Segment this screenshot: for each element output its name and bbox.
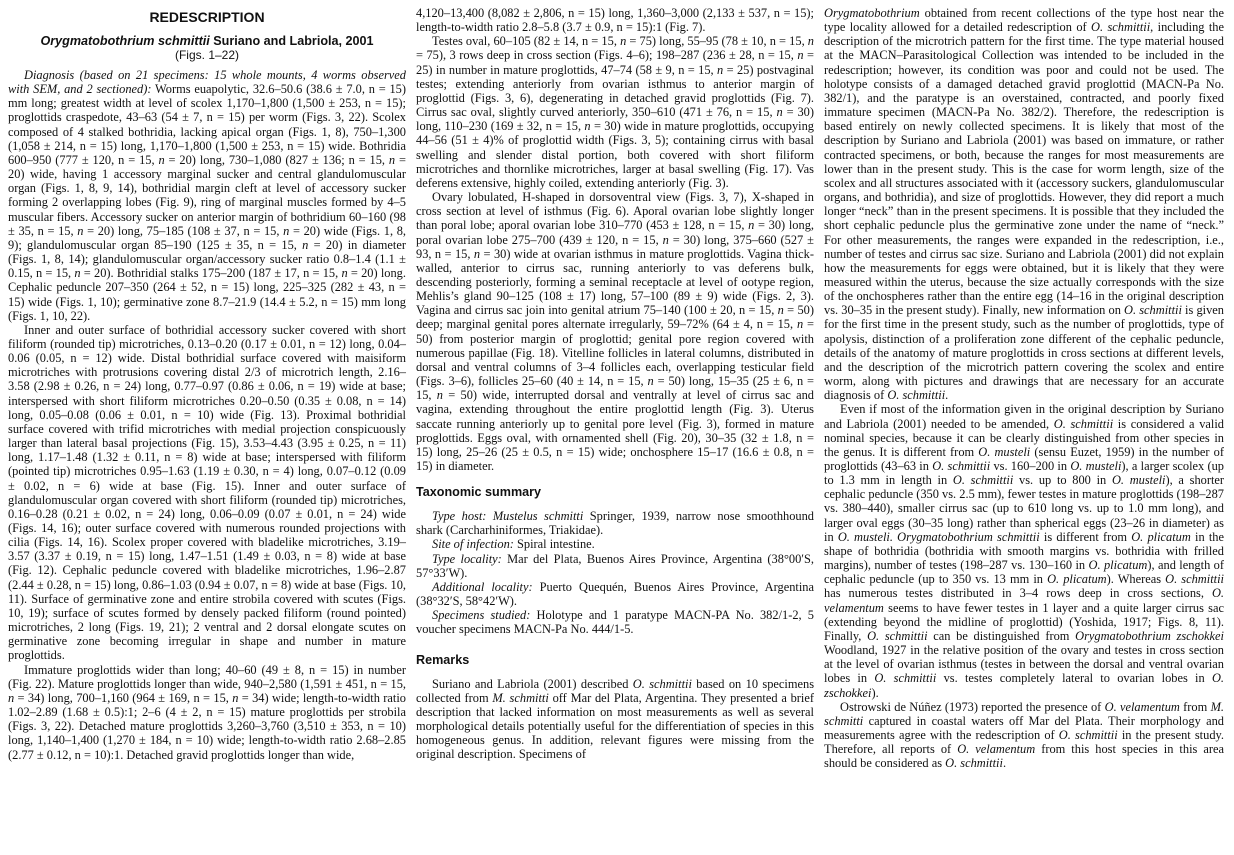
redescription-paragraphs-continued (416, 6, 814, 473)
text-run: obtained from recent collections of the type host near the type locality allowed for a detailed redescription of (824, 6, 1224, 35)
text-run: = 30) wide in mature proglottids, occupying 44–56 (51 ± 4)% of proglottid width (Figs. 3, 5); containing cirrus with basal swelling and slender distal portion, both covered with short filiform microtriches and thornlike microtriches, larger at basal swelling (Fig. 17). Vas deferens extensive, highly coiled, extending anteriorly (Fig. 3). (416, 119, 814, 190)
italic-text-run: Type locality: (432, 551, 502, 566)
italic-text-run: O. schmittii (1058, 727, 1118, 742)
text-run: based on 10 specimens collected from (416, 676, 815, 705)
text-run: from (1179, 699, 1211, 714)
italic-text-run: n (796, 317, 804, 332)
text-run: in the present study. Therefore, all reports of (824, 727, 1225, 757)
text-run: ), a shorter cephalic peduncle (350 vs. 2.5 mm), fewer testes in mature proglottids (198–287 vs. 380–440), smaller cirrus sac (up to 610 long vs. up to 1.0 mm long), and larger oval eggs (30–35 long) rather than spherical eggs (23–26 in diameter) as in (824, 473, 1225, 544)
text-run: off Mar del Plata, Argentina. They presented a brief description that lacked information on most measurements as well as several morphological details potentially useful for the differentiation of species in this homogeneous genus. In addition, relevant figures were missing from the original description. Specimens of (416, 690, 814, 762)
paragraph (824, 700, 1224, 771)
text-run: = 34) wide; length-to-width ratio 1.02–2.89 (1.68 ± 0.5):1; 2–6 (4 ± 2, n = 15) mature proglottids per strobila (Figs. 3, 22). Detached mature proglottids 3,260–3,760 (3,510 ± 353, n = 10) long, 1,140–1,400 (1,270 ± 184, n = 10) wide; length-to-width ratio 2.68–2.85 (2.77 ± 0.12, n = 10):1. Detached gravid proglottids longer than wide, (8, 690, 406, 762)
italic-text-run: O. schmittii (1124, 303, 1182, 318)
text-run: Holotype and 1 paratype MACN-PA No. 382/1-2, 5 voucher specimens MACN-Pa No. 444/1-5. (416, 608, 814, 637)
text-run: = 20). Bothridial stalks 175–200 (187 ± 17, n = 15, (80, 266, 342, 281)
text-run: can be distinguished from (927, 628, 1076, 643)
text-run: Immature proglottids wider than long; 40–60 (49 ± 8, n = 15) in number (Fig. 22). Mature proglottids longer than wide, 940–2,580 (1,591 ± 451, n = 15, (8, 662, 406, 691)
text-run: Even if most of the information given in the original description by Suriano and Labriola (2001) needed to be amended, (824, 402, 1224, 431)
text-run: = 20) in diameter (Figs. 1, 8, 14); glandulomuscular organ/accessory sucker ratio 0.8–1.4 (1.1 ± 0.15, n = 15, (8, 237, 406, 281)
italic-text-run: n (158, 152, 165, 167)
column-3 (824, 6, 1224, 770)
italic-text-run: O. schmittii (632, 676, 692, 691)
italic-text-run: O. schmittii (874, 671, 937, 686)
text-run: seems to have fewer testes in 1 layer and a quite larger cirrus sac (extending beyond the midline of proglottid) (Yoshida, 1917; Figs. 8, 11). Finally, (824, 600, 1224, 643)
text-run: = 34) long, 700–1,160 (964 ± 169, n = 15, (14, 690, 233, 705)
text-run: = 30) long, 110–230 (169 ± 32, n = 15, (416, 105, 814, 134)
section-heading-remarks: Remarks (416, 652, 470, 667)
paragraph (416, 580, 814, 608)
paragraph (416, 6, 814, 34)
text-run: ). Whereas (1106, 572, 1166, 587)
italic-text-run: Specimens studied: (432, 608, 531, 623)
taxonomic-summary-entries (416, 509, 814, 636)
italic-text-run: n (647, 374, 654, 389)
italic-text-run: Additional locality: (432, 579, 533, 594)
text-run: = 50) wide, interrupted dorsal and ventrally at level of cirrus sac and vagina, extending throughout the entire proglottid length (Fig. 3). Uterus saccate running anteriorly up to genital pore level (Fig. 3), formed in mature proglottids. Eggs oval, with ornamented shell (Fig. 20), 30–35 (32 ± 1.8, n = 15) long, 25–26 (25 ± 0.5, n = 15) wide; onchosphere 15–17 (16.6 ± 0.8, n = 15) in diameter. (416, 388, 814, 473)
text-run: = 50) from posterior margin of proglottid; genital pore region covered with numerous papillae (Fig. 18). Vitelline follicles in lateral columns, distributed in dorsal and ventral columns of 3–4 follicles each, overlapping testicular field (Figs. 3–6), follicles 25–60 (40 ± 14, n = 15, (416, 317, 814, 389)
text-run: = 75) long, 55–95 (78 ± 10, n = 15, (626, 34, 808, 49)
italic-text-run: n (748, 218, 755, 233)
paragraph (416, 552, 814, 580)
text-run: = 25) postvaginal testes; extending anteriorly from ovarian isthmus to anterior margin of proglottid (Figs. 3, 6), degenerating in detached gravid proglottids (Fig. 7). Cirrus sac oval, slightly curved anteriorly, 350–610 (471 ± 76, n = 15, (416, 62, 814, 120)
italic-text-run: O. schmittii (1053, 416, 1114, 431)
text-run: Spiral intestine. (513, 537, 595, 552)
italic-text-run: n (620, 34, 627, 49)
text-run: Springer, 1939, narrow nose smoothhound shark (Carcharhiniformes, Triakidae). (416, 509, 814, 538)
text-run: = 75), 3 rows deep in cross section (Figs. 4–6); 198–287 (236 ± 28, n = 15, (416, 48, 798, 63)
column-1 (8, 6, 406, 762)
section-heading-taxonomic-summary: Taxonomic summary (416, 485, 542, 500)
text-run: = 20) wide (Figs. 1, 8, 9); glandulomuscular organ 85–190 (125 ± 35, n = 15, (8, 223, 406, 252)
italic-text-run: Orygmatobothrium (824, 6, 920, 20)
text-run: ). (871, 685, 879, 700)
paragraph (416, 677, 814, 762)
italic-text-run: Site of infection: (432, 537, 514, 552)
text-run: = 20) long, 75–185 (108 ± 37, n = 15, (83, 223, 284, 238)
text-run: Worms euapolytic, 32.6–50.6 (38.6 ± 7.0, n = 15) mm long; greatest width at level of scolex 1,170–1,800 (1,500 ± 253, n = 15); proglottids craspedote, 43–63 (54 ± 7, n = 15) per worm (Figs. 3, 22). Scolex composed of 4 stalked bothridia, lacking apical organ (Figs. 1, 8), 750–1,300 (1,058 ± 214, n = 15) long, 1,170–1,800 (1,500 ± 253, n = 15) wide. Bothridia 600–950 (777 ± 120, n = 15, (8, 82, 406, 167)
text-run: = 20) long. Cephalic peduncle 207–350 (264 ± 52, n = 15) long, 225–325 (282 ± 43, n = 15) wide (Figs. 1, 10); germinative zone 8.7–21.9 (14.4 ± 5.2, n = 15) mm long (Figs. 1, 10, 22). (8, 266, 406, 323)
text-run: is given for the first time in the present study, such as the number of proglottids, type of apolysis, distinction of a proliferation zone different of the cephalic peduncle, details of the anatomy of mature proglottids in cross sections at different levels, and the description of the microtrich pattern covering the scolex and entire worm, along with pictures and drawings that are necessary for an accurate diagnosis of (824, 303, 1224, 403)
column-2 (416, 6, 814, 762)
italic-text-run: n (8, 690, 15, 705)
text-run: captured in coastal waters off Mar del Plata. Their morphology and measurements agree with the redescription of (824, 713, 1224, 742)
text-run: Puerto Quequén, Buenos Aires Province, Argentina (38°32′S, 58°42′W). (416, 579, 814, 609)
text-run: Ovary lobulated, H-shaped in dorsoventral view (Figs. 3, 7), X-shaped in cross section at level of isthmus (Fig. 6). Aporal ovarian lobe slightly longer than poral lobe; aporal ovarian lobe 310–770 (453 ± 128, n = 15, (416, 190, 814, 233)
italic-text-run: n (777, 303, 784, 318)
remarks-paragraphs-continued (824, 6, 1224, 770)
text-run: from this host species in this area should be considered as (824, 742, 1224, 771)
redescription-paragraphs (8, 68, 406, 762)
italic-text-run: n (283, 223, 290, 238)
paragraph (416, 34, 814, 190)
text-run: . (945, 388, 949, 403)
italic-text-run: n (717, 62, 724, 77)
text-run: vs. 160–200 in (990, 459, 1071, 473)
italic-text-run: O. schmittii (932, 459, 991, 473)
text-run: = 50) deep; marginal genital pores alternate irregularly, 59–72% (64 ± 4, n = 15, (416, 303, 814, 332)
italic-text-run: n (797, 48, 804, 63)
italic-text-run: n (388, 152, 396, 167)
text-run: vs. up to 800 in (1013, 473, 1112, 488)
text-run: = 25) in number in mature proglottids, 47–74 (58 ± 9, n = 15, (416, 48, 814, 77)
italic-text-run: O. musteli (1070, 459, 1122, 473)
italic-text-run: Orygmatobothrium zschokkei (1075, 628, 1224, 643)
italic-text-run: n (341, 266, 348, 281)
italic-text-run: n (662, 232, 669, 247)
italic-text-run: n (807, 34, 814, 49)
paragraph (8, 663, 406, 762)
text-run: in the shape of bothridia (bothridia with smooth margins vs. bothridia with frilled margins), number of testes (198–287 vs. 130–160 in (824, 529, 1224, 573)
italic-text-run: n (776, 105, 783, 120)
text-run: Mar del Plata, Buenos Aires Province, Argentina (38°00′S, 57°33′W). (416, 551, 814, 580)
italic-text-run: O. plicatum (1088, 558, 1148, 573)
italic-text-run: O. velamentum (824, 586, 1224, 615)
italic-text-run: O. schmittii (1165, 572, 1224, 587)
paragraph (416, 509, 814, 537)
italic-text-run: n (302, 237, 309, 252)
italic-text-run: n (77, 223, 84, 238)
italic-text-run: n (74, 266, 81, 281)
paragraph (824, 6, 1224, 402)
paragraph (8, 323, 406, 663)
figure-reference: (Figs. 1–22) (174, 48, 240, 62)
italic-text-run: Diagnosis (based on 21 specimens: 15 whole mounts, 4 worms observed with SEM, and 2 sectioned): (8, 68, 406, 97)
text-run: Suriano and Labriola (2001) described (432, 676, 633, 691)
italic-text-run: O. plicatum (1131, 529, 1191, 544)
italic-text-run: O. schmittii (867, 628, 928, 643)
text-run: ), and length of cephalic peduncle (up to 350 vs. 13 mm in (824, 558, 1224, 587)
italic-text-run: Type host: Mustelus schmitti (432, 509, 584, 524)
paragraph (416, 537, 814, 551)
species-name: Orygmatobothrium schmittii (40, 34, 210, 48)
italic-text-run: n (473, 246, 481, 261)
italic-text-run: O. schmittii (945, 756, 1003, 771)
text-run: is different from (1039, 529, 1132, 544)
paragraph (416, 190, 814, 473)
text-run: (sensu Euzet, 1959) in the number of proglottids (43–63 in (824, 444, 1225, 473)
text-run: = 30) long, 375–660 (527 ± 93, n = 15, (416, 232, 814, 261)
text-run: Inner and outer surface of bothridial accessory sucker covered with short filiform (rounded tip) microtriches, 0.13–0.20 (0.17 ± 0.01, n = 12) long, 0.04–0.06 (0.05, n = 12) wide. Distal bothridial surface covered with maisiform microtriches with protrusions covering distal 2/3 of microtrich length, 2.16–3.58 (2.98 ± 0.26, n = 24) long, 0.77–0.97 (0.86 ± 0.06, n = 19) wide at base; interspersed with short filiform microtriches 0.20–0.50 (0.35 ± 0.08, n = 14) long, 0.05–0.08 (0.06 ± 0.01, n = 10) wide (Fig. 13). Proximal bothridial surface covered with trifid microtriches with medial projection conspicuously larger than lateral basal projections (Fig. 15), 3.53–4.43 (3.95 ± 0.25, n = 11) long, 1.17–1.48 (1.32 ± 0.11, n = 8) wide at base; interspersed with filiform (pointed tip) microtriches 0.95–1.63 (1.19 ± 0.30, n = 4) long, 0.07–0.12 (0.09 ± 0.02, n = 6) wide at base (Fig. 15). Inner and outer surface of glandulomuscular organ covered with short filiform (rounded tip) microtriches, 0.16–0.28 (0.21 ± 0.02, n = 24) long, 0.06–0.09 (0.07 ± 0.01, n = 24) wide (Figs. 14, 16); outer surface covered with numerous rounded projections with cilia (Figs. 14, 16). Scolex proper covered with bladelike microtriches, 3.19–3.57 (3.37 ± 0.19, n = 15) long, 1.47–1.51 (1.49 ± 0.03, n = 8) wide at base (Fig. 12). Cephalic peduncle covered with bladelike microtriches, 1.96–2.87 (2.44 ± 0.28, n = 15) long, 0.86–1.03 (0.94 ± 0.07, n = 8) wide at base (Figs. 10, 11). Surface of germinative zone and entire strobila covered with scutes (Figs. 10, 19); surface of scutes formed by densely packed filiform (round pointed) microtriches, 2 long (Figs. 19, 21); 2 ventral and 2 dorsal elongate scutes on germinative zone becoming irregular in shape and number in mature proglottids. (8, 322, 406, 663)
text-run: vs. testes completely lateral to ovarian lobes in (936, 671, 1212, 686)
text-run: ), a larger scolex (up to 1.3 mm in length in (824, 459, 1224, 488)
remarks-paragraphs (416, 677, 814, 762)
text-run: Testes oval, 60–105 (82 ± 14, n = 15, (432, 34, 621, 49)
italic-text-run: O. schmittii (952, 473, 1014, 488)
paragraph (824, 402, 1224, 699)
text-run: Ostrowski de Núñez (1973) reported the presence of (840, 699, 1105, 714)
italic-text-run: O. schmittii (887, 388, 946, 403)
italic-text-run: n (436, 388, 443, 403)
italic-text-run: O. schmittii (1091, 20, 1151, 35)
italic-text-run: O. velamentum (1104, 699, 1180, 714)
text-run: Woodland, 1927 in the relative position of the ovary and testes in cross section at the level of ovarian isthmus (testes in between the dorsal and ventral ovarian lobes in (824, 643, 1224, 686)
text-run: = 30) long, poral ovarian lobe 275–700 (439 ± 120, n = 15, (416, 218, 814, 247)
paragraph (8, 68, 406, 323)
species-author: Suriano and Labriola, 2001 (209, 34, 374, 48)
italic-text-run: n (232, 690, 239, 705)
text-run: = 50) long, 15–35 (25 ± 6, n = 15, (416, 374, 815, 403)
italic-text-run: M. schmitti (492, 690, 549, 705)
text-run: = 20) wide, having 1 accessory marginal sucker and central glandulomuscular organ (Figs. 1, 8, 9, 14), bothridial margin cleft at level of accessory sucker forming 2 overlapping lobes (Fig. 9), ring of marginal muscles formed by 4–5 muscular fibers. Accessory sucker on anterior margin of bothridium 60–160 (98 ± 35, n = 15, (8, 152, 407, 238)
species-title (8, 34, 406, 48)
italic-text-run: O. velamentum (957, 742, 1036, 757)
italic-text-run: M. schmitti (824, 699, 1224, 728)
italic-text-run: O. musteli (978, 444, 1031, 459)
italic-text-run: O. musteli (1111, 473, 1166, 488)
section-heading-redescription: REDESCRIPTION (149, 9, 265, 25)
italic-text-run: n (584, 119, 591, 134)
text-run: = 20) long, 730–1,080 (827 ± 136; n = 15, (164, 152, 389, 167)
text-run: has numerous testes distributed in 3–4 rows deep in cross sections, (824, 586, 1212, 601)
italic-text-run: O. musteli. Orygmatobothrium schmittii (837, 529, 1040, 544)
italic-text-run: O. plicatum (1047, 572, 1107, 587)
text-run: is considered a valid nominal species, because it can be clearly distinguished from other species in the genus. It is different from (824, 416, 1224, 459)
text-run: , including the description of the microtrich pattern for the first time. The type material housed at the MACN–Parasitological Collection was intended to be included in the redescription; however, its condition was poor and could not be used. The holotype consists of a damaged detached gravid proglottid (MACN-Pa No. 382/1), and the paratype is an overstained, contracted, and poorly fixed immature specimen (MACN-Pa No. 382/2). Therefore, the redescription is based entirely on newly collected specimens. It is likely that most of the description by Suriano and Labriola (2001) was based on immature, or rather contracted specimens, or both, because the ranges for most measurements are lower than in the present study. This is the case for worm length, size of the scolex and all structures associated with it (accessory suckers, glandulomuscular organs, and bothridia), and size of proglottids. However, they did report a much longer “neck” than in the present specimens. It is possible that they included the short cephalic peduncle plus the germinative zone under the name of “neck.” For other measurements, the ranges were expanded in the redescription, i.e., number of testes and cirrus sac size. Suriano and Labriola (2001) did not explain how the measurements for eggs were obtained, but it is likely that they were measured within the uterus, because the size actually corresponds with the size of the onchospheres rather than the entire egg (14–16 in the original description vs. 30–35 in the present study). Finally, new information on (824, 20, 1224, 318)
text-run: = 30) wide at ovarian isthmus in mature proglottids. Vagina thick-walled, anterior to cirrus sac, running anteriorly to vas deferens bulk, descending posteriorly, forming a seminal receptacle at level of ootype region, Mehlis’s gland 90–125 (108 ± 17) long, 57–100 (89 ± 9) wide (Figs. 2, 3). Vagina and cirrus sac join into genital atrium 75–140 (100 ± 20, n = 15, (416, 246, 814, 318)
text-run: 4,120–13,400 (8,082 ± 2,806, n = 15) long, 1,360–3,000 (2,133 ± 537, n = 15); length-to-width ratio 2.8–5.8 (3.7 ± 0.9, n = 15):1 (Fig. 7). (416, 6, 814, 35)
paragraph (416, 608, 814, 636)
text-run: . (1002, 756, 1007, 771)
italic-text-run: O. zschokkei (824, 671, 1224, 700)
